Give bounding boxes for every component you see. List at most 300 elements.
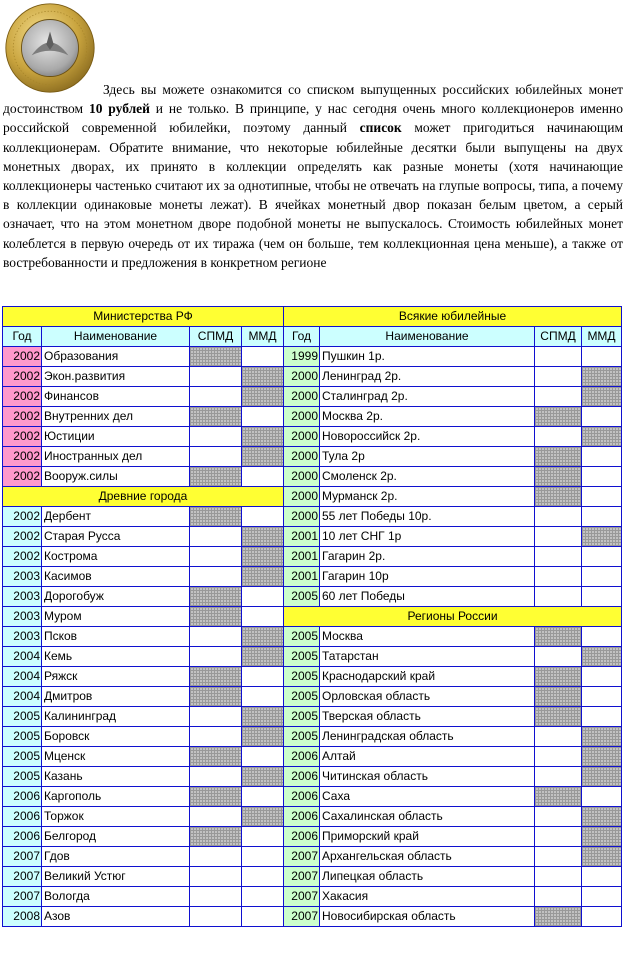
name-cell: Читинская область <box>320 767 535 787</box>
year-cell: 2007 <box>284 907 320 927</box>
coins-table-left <box>2 306 284 927</box>
year-cell: 2006 <box>284 767 320 787</box>
year-cell: 2002 <box>3 347 42 367</box>
table-row <box>284 407 622 427</box>
name-cell: Краснодарский край <box>320 667 535 687</box>
spmd-cell <box>535 707 582 727</box>
column-header-row <box>284 327 622 347</box>
spmd-cell <box>190 447 242 467</box>
table-row <box>3 587 284 607</box>
year-cell: 2002 <box>3 367 42 387</box>
name-cell: Пушкин 1р. <box>320 347 535 367</box>
mmd-cell <box>242 627 284 647</box>
table-row <box>3 667 284 687</box>
table-row <box>284 747 622 767</box>
name-cell: Приморский край <box>320 827 535 847</box>
year-cell: 2002 <box>3 547 42 567</box>
year-cell: 2002 <box>3 447 42 467</box>
table-row <box>284 847 622 867</box>
table-row <box>3 367 284 387</box>
table-row <box>3 707 284 727</box>
mmd-cell <box>582 447 622 467</box>
mmd-cell <box>582 627 622 647</box>
mmd-cell <box>582 867 622 887</box>
intro-bold: 10 рублей <box>88 101 150 117</box>
column-header-spmd: СПМД <box>190 327 242 347</box>
table-row <box>284 627 622 647</box>
spmd-cell <box>190 647 242 667</box>
spmd-cell <box>190 387 242 407</box>
table-row <box>3 507 284 527</box>
column-header-spmd: СПМД <box>535 327 582 347</box>
spmd-cell <box>190 547 242 567</box>
spmd-cell <box>535 367 582 387</box>
spmd-cell <box>190 707 242 727</box>
year-cell: 2005 <box>284 627 320 647</box>
mmd-cell <box>242 347 284 367</box>
name-cell: Псков <box>42 627 190 647</box>
spmd-cell <box>190 567 242 587</box>
mmd-cell <box>582 787 622 807</box>
section-title-row <box>284 607 622 627</box>
name-cell: Торжок <box>42 807 190 827</box>
mmd-cell <box>242 407 284 427</box>
year-cell: 2007 <box>3 887 42 907</box>
name-cell: Архангельская область <box>320 847 535 867</box>
intro-part: и не только. В принципе, у нас сегодня очень много коллекционеров именно российской современной юбилейки, поэтому данный <box>3 101 623 136</box>
year-cell: 2002 <box>3 387 42 407</box>
coins-table-right <box>283 306 622 927</box>
year-cell: 2007 <box>284 867 320 887</box>
table-row <box>3 747 284 767</box>
name-cell: Дербент <box>42 507 190 527</box>
mmd-cell <box>582 687 622 707</box>
spmd-cell <box>190 507 242 527</box>
spmd-cell <box>535 687 582 707</box>
intro-bold: список <box>359 120 402 136</box>
table-row <box>284 867 622 887</box>
spmd-cell <box>190 867 242 887</box>
section-title-row <box>3 307 284 327</box>
year-cell: 2008 <box>3 907 42 927</box>
table-row <box>284 767 622 787</box>
mmd-cell <box>242 447 284 467</box>
spmd-cell <box>535 627 582 647</box>
name-cell: Кемь <box>42 647 190 667</box>
spmd-cell <box>535 667 582 687</box>
table-row <box>284 387 622 407</box>
name-cell: Мурманск 2р. <box>320 487 535 507</box>
name-cell: Липецкая область <box>320 867 535 887</box>
mmd-cell <box>582 707 622 727</box>
year-cell: 2004 <box>3 667 42 687</box>
spmd-cell <box>535 467 582 487</box>
year-cell: 2000 <box>284 487 320 507</box>
spmd-cell <box>535 847 582 867</box>
name-cell: 55 лет Победы 10р. <box>320 507 535 527</box>
year-cell: 2005 <box>284 667 320 687</box>
spmd-cell <box>535 887 582 907</box>
name-cell: Ряжск <box>42 667 190 687</box>
column-header-year: Год <box>3 327 42 347</box>
spmd-cell <box>535 767 582 787</box>
table-row <box>284 347 622 367</box>
spmd-cell <box>190 427 242 447</box>
name-cell: Каргополь <box>42 787 190 807</box>
mmd-cell <box>582 547 622 567</box>
mmd-cell <box>582 367 622 387</box>
name-cell: Ленинград 2р. <box>320 367 535 387</box>
mmd-cell <box>242 667 284 687</box>
spmd-cell <box>535 347 582 367</box>
mmd-cell <box>242 887 284 907</box>
table-row <box>3 827 284 847</box>
name-cell: Муром <box>42 607 190 627</box>
name-cell: 10 лет СНГ 1р <box>320 527 535 547</box>
spmd-cell <box>535 647 582 667</box>
mmd-cell <box>582 507 622 527</box>
table-row <box>3 627 284 647</box>
year-cell: 2005 <box>284 727 320 747</box>
spmd-cell <box>535 427 582 447</box>
mmd-cell <box>242 767 284 787</box>
name-cell: Касимов <box>42 567 190 587</box>
name-cell: Татарстан <box>320 647 535 667</box>
table-row <box>284 447 622 467</box>
name-cell: Вооруж.силы <box>42 467 190 487</box>
name-cell: Вологда <box>42 887 190 907</box>
table-row <box>284 367 622 387</box>
year-cell: 2006 <box>284 747 320 767</box>
mmd-cell <box>582 587 622 607</box>
year-cell: 2003 <box>3 587 42 607</box>
spmd-cell <box>190 667 242 687</box>
mmd-cell <box>242 807 284 827</box>
spmd-cell <box>190 367 242 387</box>
year-cell: 2002 <box>3 507 42 527</box>
mmd-cell <box>242 427 284 447</box>
spmd-cell <box>535 407 582 427</box>
table-row <box>284 487 622 507</box>
spmd-cell <box>535 727 582 747</box>
name-cell: Москва <box>320 627 535 647</box>
mmd-cell <box>582 427 622 447</box>
spmd-cell <box>190 607 242 627</box>
year-cell: 2007 <box>284 887 320 907</box>
year-cell: 2000 <box>284 407 320 427</box>
mmd-cell <box>582 887 622 907</box>
spmd-cell <box>190 787 242 807</box>
year-cell: 2000 <box>284 507 320 527</box>
year-cell: 2000 <box>284 447 320 467</box>
table-row <box>3 787 284 807</box>
mmd-cell <box>242 727 284 747</box>
table-row <box>284 427 622 447</box>
spmd-cell <box>190 747 242 767</box>
spmd-cell <box>535 447 582 467</box>
mmd-cell <box>582 387 622 407</box>
column-header-mmd: ММД <box>242 327 284 347</box>
table-row <box>284 787 622 807</box>
year-cell: 2005 <box>284 707 320 727</box>
mmd-cell <box>582 487 622 507</box>
mmd-cell <box>242 507 284 527</box>
mmd-cell <box>582 567 622 587</box>
mmd-cell <box>242 547 284 567</box>
year-cell: 2000 <box>284 467 320 487</box>
year-cell: 2006 <box>3 807 42 827</box>
table-row <box>3 547 284 567</box>
name-cell: Саха <box>320 787 535 807</box>
mmd-cell <box>242 367 284 387</box>
section-title-row <box>284 307 622 327</box>
mmd-cell <box>582 907 622 927</box>
spmd-cell <box>535 487 582 507</box>
name-cell: Кострома <box>42 547 190 567</box>
year-cell: 2005 <box>3 767 42 787</box>
spmd-cell <box>535 547 582 567</box>
table-row <box>3 467 284 487</box>
name-cell: Образования <box>42 347 190 367</box>
table-row <box>3 687 284 707</box>
table-row <box>284 527 622 547</box>
mmd-cell <box>242 827 284 847</box>
section-title: Министерства РФ <box>3 307 284 327</box>
year-cell: 2005 <box>3 707 42 727</box>
name-cell: Экон.развития <box>42 367 190 387</box>
column-header-row <box>3 327 284 347</box>
name-cell: Казань <box>42 767 190 787</box>
section-title: Регионы России <box>284 607 622 627</box>
year-cell: 2002 <box>3 427 42 447</box>
name-cell: Сахалинская область <box>320 807 535 827</box>
year-cell: 2000 <box>284 427 320 447</box>
name-cell: Тверская область <box>320 707 535 727</box>
mmd-cell <box>242 867 284 887</box>
mmd-cell <box>242 567 284 587</box>
section-title: Всякие юбилейные <box>284 307 622 327</box>
spmd-cell <box>535 907 582 927</box>
column-header-name: Наименование <box>320 327 535 347</box>
name-cell: Внутренних дел <box>42 407 190 427</box>
table-row <box>3 447 284 467</box>
table-row <box>3 647 284 667</box>
name-cell: Великий Устюг <box>42 867 190 887</box>
mmd-cell <box>242 387 284 407</box>
mmd-cell <box>242 907 284 927</box>
name-cell: Дмитров <box>42 687 190 707</box>
name-cell: 60 лет Победы <box>320 587 535 607</box>
year-cell: 2006 <box>284 827 320 847</box>
table-row <box>284 587 622 607</box>
spmd-cell <box>190 847 242 867</box>
spmd-cell <box>190 407 242 427</box>
name-cell: Новороссийск 2р. <box>320 427 535 447</box>
section-title-row <box>3 487 284 507</box>
table-row <box>3 847 284 867</box>
mmd-cell <box>582 807 622 827</box>
spmd-cell <box>535 787 582 807</box>
table-row <box>3 767 284 787</box>
year-cell: 2003 <box>3 567 42 587</box>
spmd-cell <box>190 907 242 927</box>
year-cell: 2007 <box>3 867 42 887</box>
mmd-cell <box>582 747 622 767</box>
name-cell: Москва 2р. <box>320 407 535 427</box>
spmd-cell <box>535 807 582 827</box>
mmd-cell <box>582 827 622 847</box>
mmd-cell <box>582 347 622 367</box>
table-row <box>3 727 284 747</box>
mmd-cell <box>582 767 622 787</box>
name-cell: Мценск <box>42 747 190 767</box>
spmd-cell <box>190 727 242 747</box>
mmd-cell <box>242 527 284 547</box>
year-cell: 2004 <box>3 647 42 667</box>
mmd-cell <box>242 687 284 707</box>
year-cell: 2006 <box>284 807 320 827</box>
name-cell: Юстиции <box>42 427 190 447</box>
year-cell: 2005 <box>3 747 42 767</box>
year-cell: 2007 <box>3 847 42 867</box>
year-cell: 2006 <box>3 787 42 807</box>
name-cell: Орловская область <box>320 687 535 707</box>
intro-text <box>3 80 623 272</box>
spmd-cell <box>535 507 582 527</box>
mmd-cell <box>582 847 622 867</box>
table-row <box>284 707 622 727</box>
name-cell: Новосибирская область <box>320 907 535 927</box>
mmd-cell <box>242 787 284 807</box>
mmd-cell <box>242 747 284 767</box>
intro-part: может пригодиться начинающим коллекционерам. Обратите внимание, что некоторые юбилейные десятки были выпущены на двух монетных дворах, их принято в коллекции определять как разные монеты (хотя начинающие коллекционеры частенько считают их за однотипные, чтобы не отвечать на глупые вопросы, типа, а почему в коллекции одинаковые монеты лежат). В ячейках монетный двор показан белым цветом, а серый означает, что на этом монетном дворе подобной монеты не выпускалось. Стоимость юбилейных монет колеблется в первую очередь от их тиража (чем он больше, тем коллекционная цена меньше), а также от востребованности и предложения в конкретном регионе <box>3 120 624 270</box>
table-row <box>3 807 284 827</box>
year-cell: 2000 <box>284 387 320 407</box>
name-cell: Дорогобуж <box>42 587 190 607</box>
mmd-cell <box>242 607 284 627</box>
name-cell: Старая Русса <box>42 527 190 547</box>
table-row <box>284 727 622 747</box>
spmd-cell <box>190 587 242 607</box>
name-cell: Алтай <box>320 747 535 767</box>
name-cell: Финансов <box>42 387 190 407</box>
column-header-name: Наименование <box>42 327 190 347</box>
name-cell: Хакасия <box>320 887 535 907</box>
table-row <box>3 867 284 887</box>
mmd-cell <box>582 727 622 747</box>
table-row <box>284 547 622 567</box>
year-cell: 2003 <box>3 627 42 647</box>
spmd-cell <box>190 767 242 787</box>
name-cell: Калининград <box>42 707 190 727</box>
column-header-mmd: ММД <box>582 327 622 347</box>
year-cell: 2005 <box>284 647 320 667</box>
table-row <box>284 567 622 587</box>
mmd-cell <box>242 847 284 867</box>
table-row <box>3 427 284 447</box>
year-cell: 2006 <box>3 827 42 847</box>
year-cell: 2001 <box>284 567 320 587</box>
year-cell: 2005 <box>284 687 320 707</box>
table-row <box>3 607 284 627</box>
mmd-cell <box>242 467 284 487</box>
spmd-cell <box>190 467 242 487</box>
table-row <box>3 567 284 587</box>
section-title: Древние города <box>3 487 284 507</box>
year-cell: 2001 <box>284 547 320 567</box>
table-row <box>284 687 622 707</box>
column-header-year: Год <box>284 327 320 347</box>
year-cell: 2002 <box>3 407 42 427</box>
year-cell: 2007 <box>284 847 320 867</box>
table-row <box>3 527 284 547</box>
table-row <box>284 647 622 667</box>
table-row <box>284 667 622 687</box>
intro-part: Здесь вы можете ознакомится со списком выпущенных российских юбилейных монет достоинством <box>3 82 623 117</box>
year-cell: 1999 <box>284 347 320 367</box>
year-cell: 2003 <box>3 607 42 627</box>
year-cell: 2005 <box>3 727 42 747</box>
table-row <box>284 507 622 527</box>
mmd-cell <box>582 667 622 687</box>
spmd-cell <box>535 587 582 607</box>
mmd-cell <box>242 707 284 727</box>
spmd-cell <box>190 627 242 647</box>
year-cell: 2006 <box>284 787 320 807</box>
mmd-cell <box>582 647 622 667</box>
name-cell: Азов <box>42 907 190 927</box>
spmd-cell <box>535 387 582 407</box>
spmd-cell <box>190 347 242 367</box>
year-cell: 2005 <box>284 587 320 607</box>
spmd-cell <box>190 807 242 827</box>
name-cell: Боровск <box>42 727 190 747</box>
spmd-cell <box>190 827 242 847</box>
mmd-cell <box>242 587 284 607</box>
name-cell: Гагарин 10р <box>320 567 535 587</box>
mmd-cell <box>242 647 284 667</box>
table-row <box>284 907 622 927</box>
name-cell: Смоленск 2р. <box>320 467 535 487</box>
spmd-cell <box>190 687 242 707</box>
table-row <box>284 807 622 827</box>
spmd-cell <box>535 827 582 847</box>
mmd-cell <box>582 467 622 487</box>
spmd-cell <box>190 527 242 547</box>
spmd-cell <box>535 867 582 887</box>
year-cell: 2000 <box>284 367 320 387</box>
year-cell: 2002 <box>3 467 42 487</box>
spmd-cell <box>535 527 582 547</box>
name-cell: Тула 2р <box>320 447 535 467</box>
mmd-cell <box>582 527 622 547</box>
name-cell: Гагарин 2р. <box>320 547 535 567</box>
year-cell: 2001 <box>284 527 320 547</box>
name-cell: Белгород <box>42 827 190 847</box>
table-row <box>284 467 622 487</box>
year-cell: 2004 <box>3 687 42 707</box>
name-cell: Гдов <box>42 847 190 867</box>
spmd-cell <box>535 567 582 587</box>
table-row <box>3 387 284 407</box>
spmd-cell <box>535 747 582 767</box>
name-cell: Иностранных дел <box>42 447 190 467</box>
table-row <box>3 887 284 907</box>
spmd-cell <box>190 887 242 907</box>
mmd-cell <box>582 407 622 427</box>
name-cell: Сталинград 2р. <box>320 387 535 407</box>
table-row <box>3 407 284 427</box>
